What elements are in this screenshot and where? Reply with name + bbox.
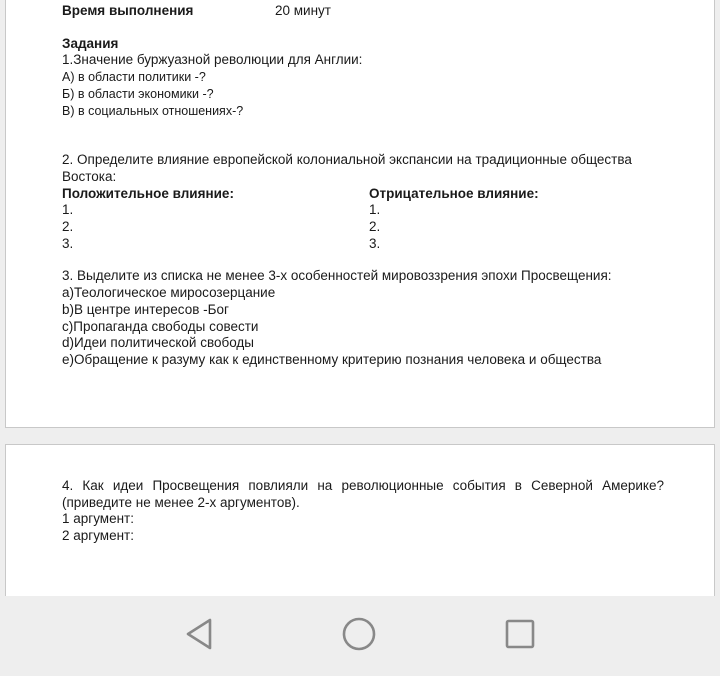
document-page-2 [5, 444, 715, 604]
task3-item: b)В центре интересов -Бог [62, 301, 229, 317]
back-icon[interactable] [180, 614, 220, 654]
positive-item: 1. [62, 202, 74, 218]
task3-item: e)Обращение к разуму как к единственному критерию познания человека и общества [62, 351, 602, 367]
home-icon[interactable] [339, 614, 379, 654]
page-1-content [62, 3, 664, 369]
positive-column [62, 186, 369, 253]
positive-item: 3. [62, 235, 74, 251]
task1-item: А) в области политики -? [62, 70, 206, 85]
task2-columns [62, 186, 664, 253]
recent-apps-icon[interactable] [500, 614, 540, 654]
negative-item: 3. [369, 235, 381, 251]
tasks-title: Задания [62, 35, 119, 51]
negative-column [369, 186, 664, 253]
task1-item: В) в социальных отношениях-? [62, 103, 244, 118]
negative-item: 1. [369, 202, 381, 218]
time-value: 20 минут [275, 3, 331, 18]
positive-item: 2. [62, 219, 74, 235]
time-label: Время выполнения [62, 3, 194, 18]
negative-item: 2. [369, 219, 381, 235]
task4-title: 4. Как идеи Просвещения повлияли на революционные события в Северной Америке? (приведите не менее 2-х аргументов). [62, 478, 664, 510]
task3-item: c)Пропаганда свободы совести [62, 318, 259, 334]
task2-title: 2. Определите влияние европейской колониальной экспансии на традиционные общества Востока: [62, 152, 632, 184]
document-page-1 [5, 0, 715, 428]
android-navigation-bar [0, 596, 720, 676]
time-row [62, 3, 664, 20]
task3-item: d)Идеи политической свободы [62, 335, 254, 351]
positive-label: Положительное влияние: [62, 185, 234, 201]
task4-arg1: 1 аргумент: [62, 511, 134, 527]
task4-arg2: 2 аргумент: [62, 528, 134, 544]
task3-title: 3. Выделите из списка не менее 3-х особенностей мировоззрения эпохи Просвещения: [62, 268, 612, 284]
page-2-content [62, 478, 664, 545]
negative-label: Отрицательное влияние: [369, 185, 539, 201]
task3-item: a)Теологическое миросозерцание [62, 285, 276, 301]
task1-title: 1.Значение буржуазной революции для Англии: [62, 52, 363, 68]
task1-item: Б) в области экономики -? [62, 86, 214, 101]
